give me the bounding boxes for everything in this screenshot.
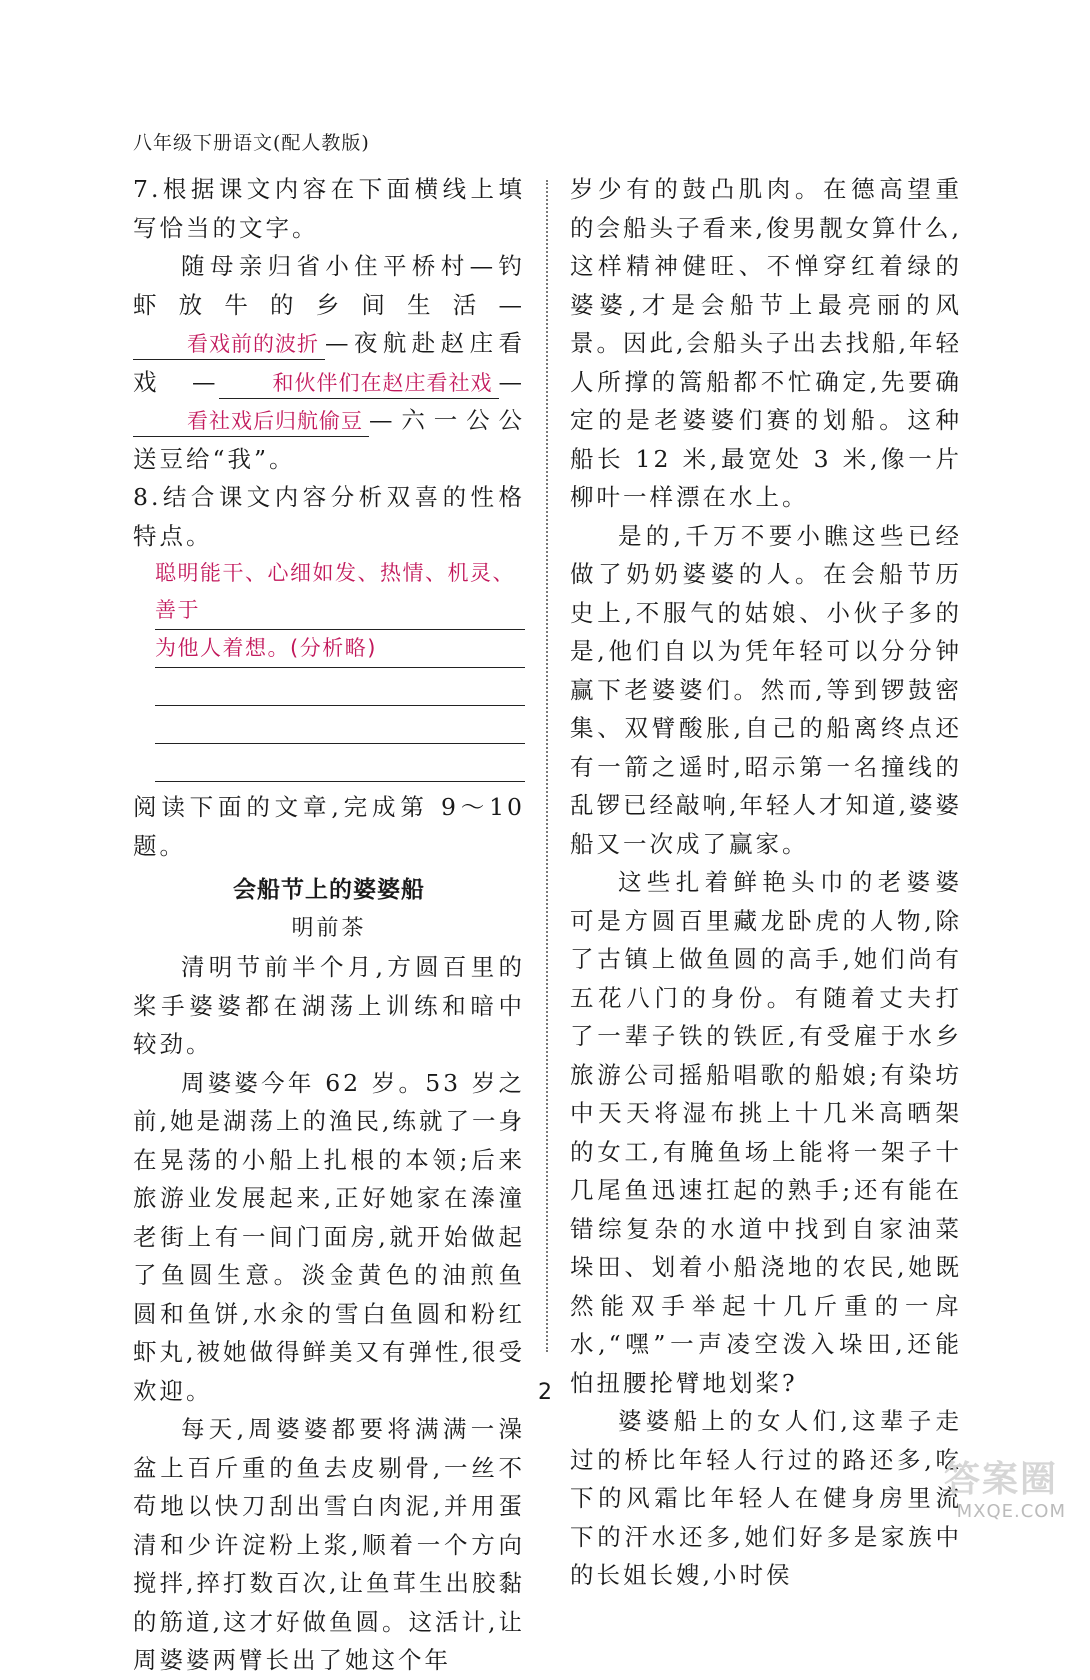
- article-paragraph: 周婆婆今年 62 岁。53 岁之前,她是湖荡上的渔民,练就了一身在晃荡的小船上扎根的本领;后来旅游业发展起来,正好她家在溱潼老街上有一间门面房,就开始做起了鱼圆生意。淡金黄色的油煎鱼圆和鱼饼,水汆的雪白鱼圆和粉红虾丸,被她做得鲜美又有弹性,很受欢迎。: [133, 1068, 525, 1405]
- q7-dash: —: [498, 367, 525, 396]
- q7-answer-blank-3: 看社戏后归航偷豆: [133, 406, 369, 437]
- watermark-url: MXQE.COM: [956, 1501, 1066, 1522]
- page-header: 八年级下册语文(配人教版): [133, 132, 370, 154]
- page-number: 2: [538, 1380, 552, 1405]
- article-paragraph: 清明节前半个月,方圆百里的桨手婆婆都在湖荡上训练和暗中较劲。: [133, 953, 525, 1058]
- q7-answer-blank-2: 和伙伴们在赵庄看社戏: [219, 368, 499, 399]
- watermark-logo: [926, 1456, 1076, 1526]
- question-7-body: [133, 247, 525, 478]
- watermark-title: 答案圈: [943, 1459, 1058, 1500]
- q8-empty-line-1: [155, 668, 525, 706]
- reading-instruction: 阅读下面的文章,完成第 9～10 题。: [133, 793, 525, 860]
- question-8-stem: 8.结合课文内容分析双喜的性格特点。: [133, 483, 525, 550]
- question-7-stem: 7.根据课文内容在下面横线上填写恰当的文字。: [133, 175, 525, 242]
- column-divider: [546, 180, 548, 1352]
- q8-answer-line-2: 为他人着想。(分析略): [155, 630, 525, 668]
- left-column: [133, 170, 525, 1680]
- article-title: 会船节上的婆婆船: [233, 877, 425, 903]
- q7-text-2: —夜航赴赵庄看戏—: [133, 329, 525, 396]
- article-paragraph: 这些扎着鲜艳头巾的老婆婆可是方圆百里藏龙卧虎的人物,除了古镇上做鱼圆的高手,她们尚有五花八门的身份。有随着丈夫打了一辈子铁的铁匠,有受雇于水乡旅游公司摇船唱歌的船娘;有染坊中天天将湿布挑上十几米高晒架的女工,有腌鱼场上能将一架子十几尾鱼迅速扛起的熟手;还有能在错综复杂的水道中找到自家油菜垛田、划着小船浇地的农民,她既然能双手举起十几斤重的一戽水,“嘿”一声凌空泼入垛田,还能怕扭腰抡臂地划桨?: [570, 868, 962, 1397]
- article-author: 明前茶: [291, 915, 367, 941]
- q8-answer-line-1: 聪明能干、心细如发、热情、机灵、善于: [155, 555, 525, 630]
- q8-empty-line-3: [155, 744, 525, 782]
- q7-text-3: —六一公公送豆给“我”。: [133, 406, 525, 473]
- article-paragraph: 婆婆船上的女人们,这辈子走过的桥比年轻人行过的路还多,吃下的风霜比年轻人在健身房里流下的汗水还多,她们好多是家族中的长姐长嫂,小时侯: [570, 1407, 962, 1589]
- article-paragraph: 是的,千万不要小瞧这些已经做了奶奶婆婆的人。在会船节历史上,不服气的姑娘、小伙子多的是,他们自以为凭年轻可以分分钟赢下老婆婆们。然而,等到锣鼓密集、双臂酸胀,自己的船离终点还有一箭之遥时,昭示第一名撞线的乱锣已经敲响,年轻人才知道,婆婆船又一次成了赢家。: [570, 521, 962, 858]
- q7-answer-blank-1: 看戏前的波折: [133, 329, 325, 360]
- article-paragraph: 每天,周婆婆都要将满满一澡盆上百斤重的鱼去皮剔骨,一丝不苟地以快刀刮出雪白肉泥,并用蛋清和少许淀粉上浆,顺着一个方向搅拌,捽打数百次,让鱼茸生出胶黏的筋道,这才好做鱼圆。这活计,让周婆婆两臂长出了她这个年: [133, 1415, 525, 1674]
- q7-text-1: 随母亲归省小住平桥村—钓虾放牛的乡间生活—: [133, 252, 525, 319]
- article-paragraph: 岁少有的鼓凸肌肉。在德高望重的会船头子看来,俊男靓女算什么,这样精神健旺、不惮穿红着绿的婆婆,才是会船节上最亮丽的风景。因此,会船头子出去找船,年轻人所撑的篙船都不忙确定,先要确定的是老婆婆们赛的划船。这种船长 12 米,最宽处 3 米,像一片柳叶一样漂在水上。: [570, 175, 962, 511]
- q8-empty-line-2: [155, 706, 525, 744]
